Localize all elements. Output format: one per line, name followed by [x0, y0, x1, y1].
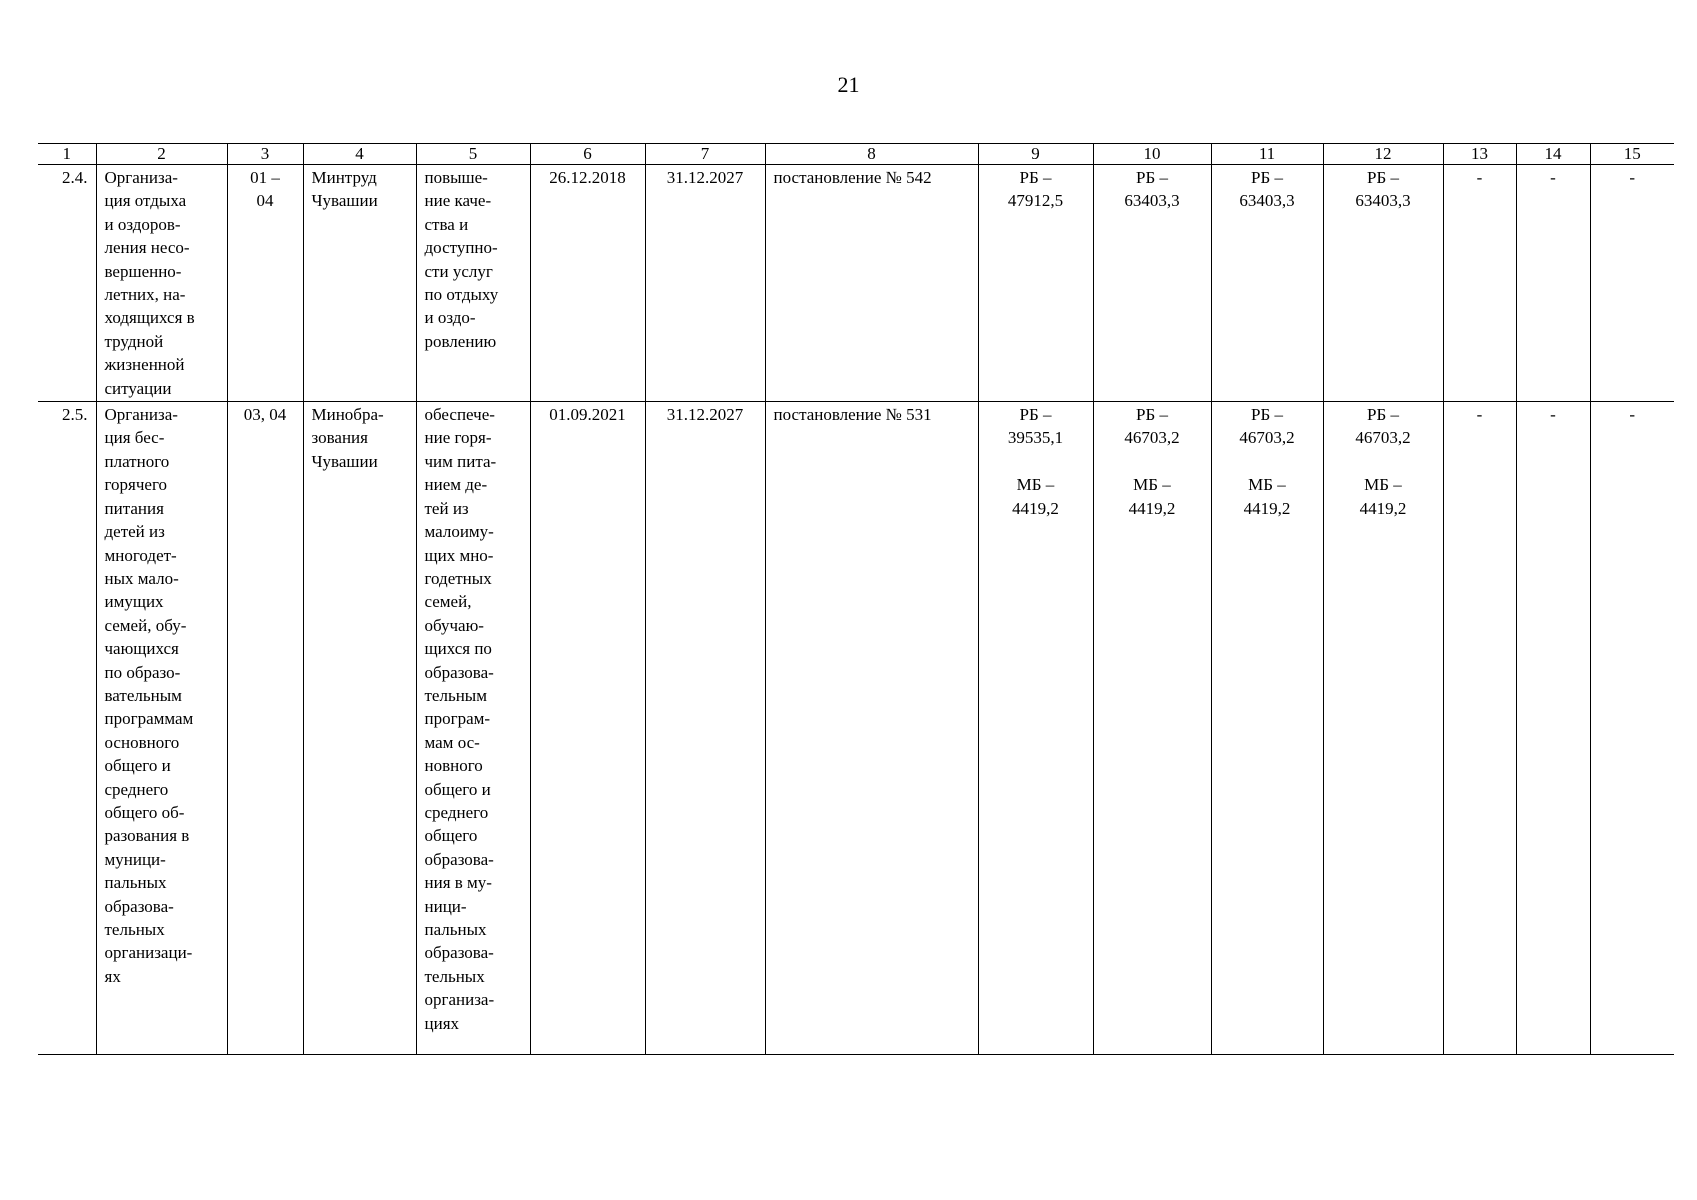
text-line: образова- — [104, 896, 174, 916]
text-line: РБ – — [1251, 168, 1283, 187]
text-line: РБ – — [1367, 168, 1399, 187]
funding-cell-12 — [1323, 165, 1443, 402]
funding-cell-10 — [1093, 402, 1211, 1055]
text-line: тельных — [104, 920, 165, 939]
text-line: Чувашии — [311, 451, 378, 471]
table-row — [38, 165, 1674, 402]
table-row — [38, 402, 1674, 1055]
row-number: 2.5. — [38, 402, 96, 1055]
text-line: 46703,2 — [1355, 428, 1411, 448]
program-table — [38, 143, 1674, 1055]
text-line: и оздоров- — [104, 214, 181, 234]
text-line: многодет- — [104, 545, 177, 565]
text-line: 63403,3 — [1124, 191, 1180, 211]
text-line: ния в му- — [424, 873, 492, 893]
funding-cell-11 — [1211, 165, 1323, 402]
text-line: жизненной — [104, 355, 185, 375]
text-line: Организа- — [104, 168, 178, 187]
funding-cell-12 — [1323, 402, 1443, 1055]
text-line: зования — [311, 428, 368, 448]
funding-cell-9 — [978, 165, 1093, 402]
text-line: Минобра- — [311, 405, 384, 425]
text-line: общего об- — [104, 802, 185, 822]
text-line: 46703,2 — [1239, 428, 1295, 448]
result-cell — [416, 165, 530, 402]
measure-name — [96, 402, 227, 1055]
cell-13: - — [1443, 402, 1516, 1055]
text-line: МБ – — [1016, 475, 1055, 495]
text-line: пальных — [424, 920, 487, 939]
funding-cell-10 — [1093, 165, 1211, 402]
column-number: 5 — [416, 144, 530, 165]
text-line: мам ос- — [424, 732, 480, 752]
text-line: летних, на- — [104, 285, 186, 305]
text-line: 47912,5 — [1007, 191, 1064, 211]
text-line: 4419,2 — [1243, 498, 1291, 518]
text-line: семей, обу- — [104, 615, 187, 635]
text-line: Организа- — [104, 405, 178, 425]
text-line: общего и — [424, 779, 491, 799]
start-date: 01.09.2021 — [530, 402, 645, 1055]
text-line: образова- — [424, 662, 494, 682]
text-line: вершенно- — [104, 261, 182, 281]
text-line: по образо- — [104, 662, 181, 682]
text-line: нием де- — [424, 475, 488, 495]
text-line: 01 – — [250, 168, 280, 187]
text-line: чающихся — [104, 639, 179, 659]
column-number: 15 — [1590, 144, 1674, 165]
text-line: Минтруд — [311, 168, 377, 187]
funding-cell-9 — [978, 402, 1093, 1055]
text-line: общего и — [104, 756, 171, 776]
start-date: 26.12.2018 — [530, 165, 645, 402]
column-number-row — [38, 144, 1674, 165]
text-line: трудной — [104, 331, 164, 351]
text-line: щих мно- — [424, 545, 494, 565]
cell-15: - — [1590, 165, 1674, 402]
funding-cell-11 — [1211, 402, 1323, 1055]
text-line: и оздо- — [424, 308, 476, 328]
text-line: организа- — [424, 990, 495, 1010]
text-line: малоиму- — [424, 522, 494, 542]
text-line: ситуации — [104, 378, 172, 398]
end-date: 31.12.2027 — [645, 402, 765, 1055]
result-cell — [416, 402, 530, 1055]
text-line: МБ – — [1133, 475, 1171, 495]
text-line: обеспече- — [424, 405, 495, 425]
code-cell — [227, 402, 303, 1055]
column-number: 13 — [1443, 144, 1516, 165]
text-line: ства и — [424, 214, 469, 234]
text-line: ровлению — [424, 331, 497, 351]
text-line: 03, 04 — [243, 405, 287, 425]
text-line: тельных — [424, 966, 485, 986]
cell-15: - — [1590, 402, 1674, 1055]
text-line: программам — [104, 709, 194, 729]
text-line: среднего — [104, 779, 169, 799]
text-line: тельным — [424, 685, 487, 705]
text-line: семей, — [424, 592, 472, 612]
text-line: МБ – — [1248, 475, 1286, 495]
text-line: циях — [424, 1013, 460, 1033]
text-line: 46703,2 — [1124, 428, 1180, 448]
text-line: среднего — [424, 802, 489, 822]
text-line: новного — [424, 756, 483, 776]
text-line: питания — [104, 498, 164, 518]
text-line: ления несо- — [104, 238, 190, 258]
cell-13: - — [1443, 165, 1516, 402]
text-line: образова- — [424, 849, 494, 869]
text-line: ници- — [424, 896, 467, 916]
text-line: 63403,3 — [1239, 191, 1295, 211]
text-line: платного — [104, 451, 170, 471]
text-line: чим пита- — [424, 451, 497, 471]
text-line: образова- — [424, 943, 494, 963]
text-line: 4419,2 — [1012, 498, 1059, 518]
column-number: 6 — [530, 144, 645, 165]
text-line: тей из — [424, 498, 469, 518]
column-number: 14 — [1516, 144, 1590, 165]
column-number: 3 — [227, 144, 303, 165]
text-line: 39535,1 — [1007, 428, 1064, 448]
text-line: ние горя- — [424, 428, 492, 448]
text-line: РБ – — [1251, 405, 1283, 425]
text-line: муници- — [104, 849, 166, 869]
column-number: 1 — [38, 144, 96, 165]
text-line: доступно- — [424, 238, 498, 258]
text-line: общего — [424, 826, 478, 846]
text-line: повыше- — [424, 168, 488, 187]
text-line: Чувашии — [311, 191, 378, 211]
text-line: щихся по — [424, 639, 492, 659]
column-number: 8 — [765, 144, 978, 165]
text-line: сти услуг — [424, 261, 493, 281]
text-line: 04 — [256, 191, 274, 211]
row-number: 2.4. — [38, 165, 96, 402]
document-cell: постановление № 531 — [765, 402, 978, 1055]
document-cell: постановление № 542 — [765, 165, 978, 402]
text-line: ных мало- — [104, 568, 179, 588]
text-line: разования в — [104, 826, 190, 846]
column-number: 11 — [1211, 144, 1323, 165]
text-line: основного — [104, 732, 180, 752]
text-line: ция отдыха — [104, 191, 187, 211]
text-line: годетных — [424, 568, 492, 588]
text-line: МБ – — [1364, 475, 1402, 495]
column-number: 12 — [1323, 144, 1443, 165]
column-number: 4 — [303, 144, 416, 165]
text-line: по отдыху — [424, 285, 499, 305]
column-number: 7 — [645, 144, 765, 165]
text-line: програм- — [424, 709, 491, 729]
text-line: 63403,3 — [1355, 191, 1411, 211]
text-line: горячего — [104, 475, 168, 495]
cell-14: - — [1516, 165, 1590, 402]
text-line: РБ – — [1019, 168, 1052, 187]
text-line: РБ – — [1019, 405, 1052, 425]
cell-14: - — [1516, 402, 1590, 1055]
text-line: ях — [104, 966, 121, 986]
text-line: имущих — [104, 592, 164, 612]
text-line: детей из — [104, 522, 165, 542]
text-line: организаци- — [104, 943, 193, 963]
page-number: 21 — [837, 72, 860, 97]
code-cell — [227, 165, 303, 402]
text-line: ходящихся в — [104, 308, 195, 328]
text-line: ние каче- — [424, 191, 492, 211]
column-number: 10 — [1093, 144, 1211, 165]
text-line: РБ – — [1367, 405, 1399, 425]
text-line: РБ – — [1136, 405, 1168, 425]
column-number: 2 — [96, 144, 227, 165]
text-line: ция бес- — [104, 428, 165, 448]
text-line: РБ – — [1136, 168, 1168, 187]
text-line: 4419,2 — [1128, 498, 1176, 518]
end-date: 31.12.2027 — [645, 165, 765, 402]
executor-cell — [303, 402, 416, 1055]
text-line: обучаю- — [424, 615, 484, 635]
text-line: пальных — [104, 873, 167, 893]
text-line: вательным — [104, 685, 182, 705]
column-number: 9 — [978, 144, 1093, 165]
text-line: 4419,2 — [1359, 498, 1407, 518]
measure-name — [96, 165, 227, 402]
executor-cell — [303, 165, 416, 402]
